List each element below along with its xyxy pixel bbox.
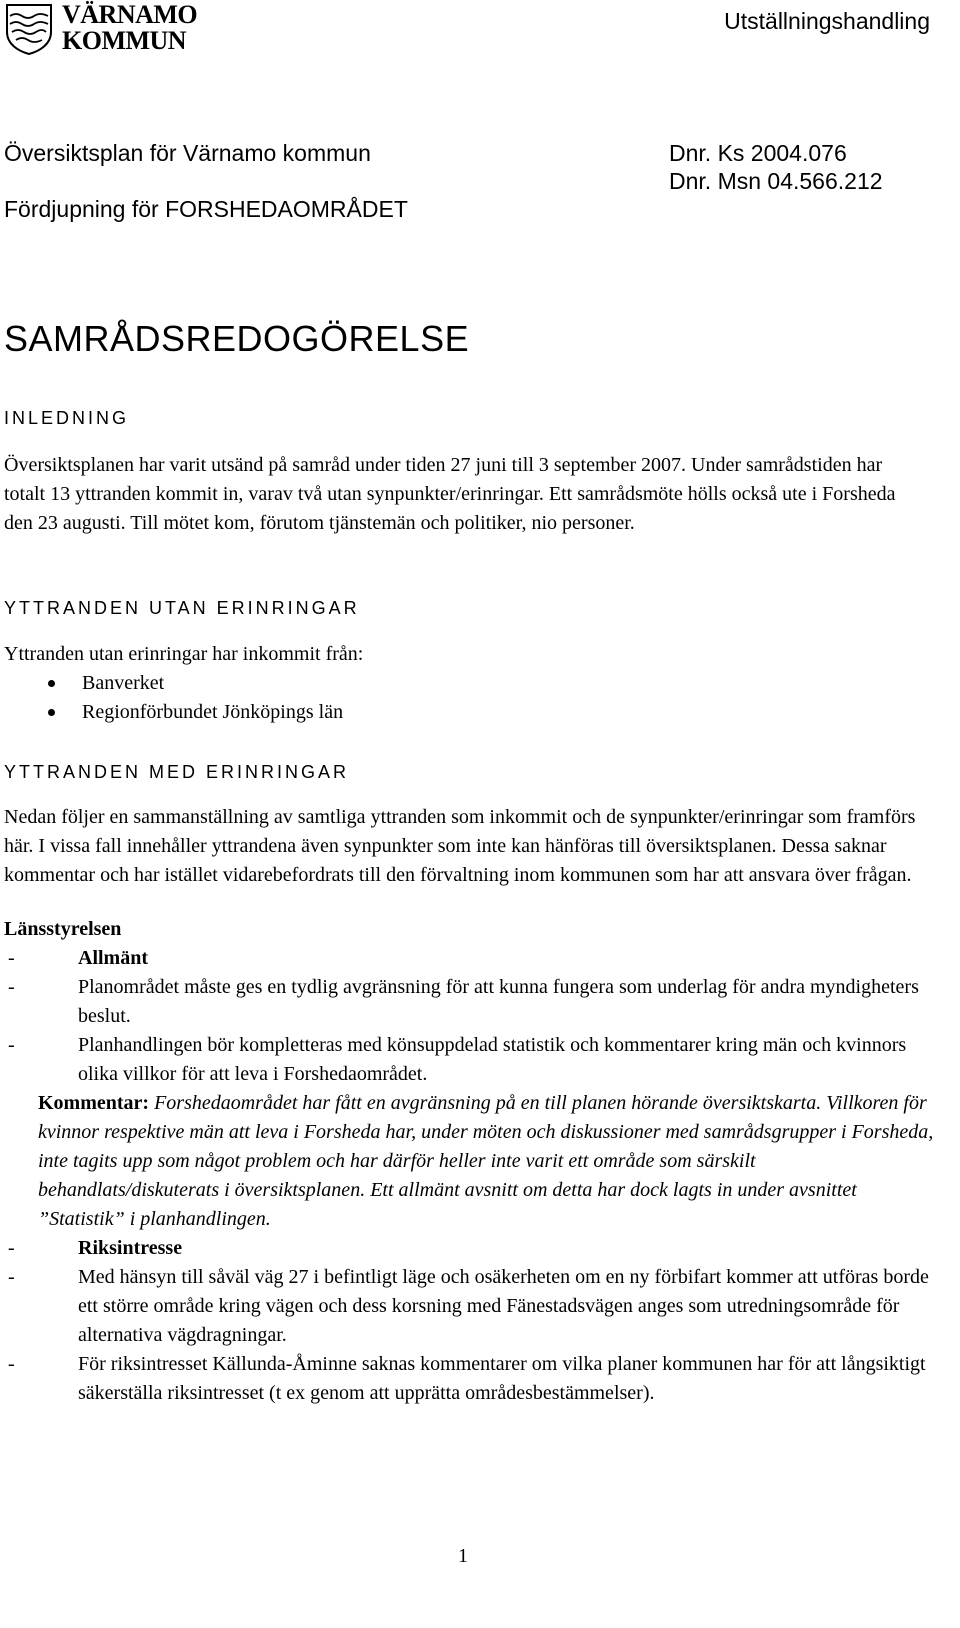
lansstyrelsen-heading: Länsstyrelsen [4, 918, 122, 940]
list-item [4, 698, 363, 727]
no-objections-block [4, 640, 363, 727]
dash-marker: - [8, 1353, 15, 1375]
subheading-allmant: Allmänt [78, 947, 148, 969]
dash-marker: - [8, 976, 15, 998]
comment-text: Forshedaområdet har fått en avgränsning på en till planen hörande översiktskarta. Villkoren för kvinnor respektive män att leva i Forsheda har, under möten och diskussioner med samrådsgrupper i Forsheda, inte tagits upp som något problem och har därför heller inte varit ett område som särskilt behandlats/diskuterats i översiktsplanen. Ett allmänt avsnitt om detta har dock lagts in under avsnittet ”Statistik” i planhandlingen. [38, 1092, 934, 1230]
bullet-icon [48, 680, 55, 687]
list-item-text: Banverket [82, 672, 165, 694]
list-item-text: Regionförbundet Jönköpings län [82, 701, 344, 723]
document-type: Utställningshandling [724, 8, 930, 34]
logo-wordmark [62, 2, 197, 54]
intro-paragraph: Översiktsplanen har varit utsänd på samråd under tiden 27 juni till 3 september 2007. Under samrådstiden har totalt 13 yttranden kommit in, varav två utan synpunkter/erinringar. Ett samrådsmöte hölls också ute i Forsheda den 23 augusti. Till mötet kom, förutom tjänstemän och politiker, nio personer. [4, 454, 896, 534]
page-title: SAMRÅDSREDOGÖRELSE [4, 318, 470, 359]
coat-of-arms-icon [4, 2, 54, 56]
bullet-icon [48, 709, 55, 716]
subheading-riksintresse: Riksintresse [78, 1237, 183, 1259]
dash-marker: - [8, 947, 15, 969]
comment-label: Kommentar: [38, 1092, 150, 1114]
dash-marker: - [8, 1034, 15, 1056]
list-item [4, 1031, 934, 1089]
point-text: Planhandlingen bör kompletteras med könsuppdelad statistik och kommentarer kring män och kvinnors olika villkor för att leva i Forshedaområdet. [78, 1034, 907, 1085]
section-heading-no-objections: YTTRANDEN UTAN ERINRINGAR [4, 598, 360, 618]
logo-line-2: KOMMUN [62, 26, 187, 55]
section-heading-intro: INLEDNING [4, 408, 130, 428]
dash-marker: - [8, 1237, 15, 1259]
no-objections-lead-row [4, 640, 363, 669]
plan-subtitle: Fördjupning för FORSHEDAOMRÅDET [4, 196, 408, 222]
dnr-msn: Dnr. Msn 04.566.212 [669, 168, 883, 194]
no-objections-lead: Yttranden utan erinringar har inkommit från: [4, 643, 364, 665]
list-item [4, 1234, 934, 1263]
list-item [4, 669, 363, 698]
list-item [4, 973, 934, 1031]
point-text: För riksintresset Källunda-Åminne saknas kommentarer om vilka planer kommunen har för att långsiktigt säkerställa riksintresset (t ex genom att upprätta områdesbestämmelser). [78, 1353, 926, 1404]
list-item [4, 1263, 934, 1350]
lansstyrelsen-block [4, 915, 934, 1408]
municipality-logo [4, 2, 214, 58]
list-item [4, 1350, 934, 1408]
page-number: 1 [458, 1545, 468, 1567]
section-heading-with-objections: YTTRANDEN MED ERINRINGAR [4, 762, 350, 782]
plan-title: Översiktsplan för Värnamo kommun [4, 140, 371, 166]
dnr-ks: Dnr. Ks 2004.076 [669, 140, 847, 166]
with-objections-paragraph: Nedan följer en sammanställning av samtliga yttranden som inkommit och de synpunkter/erinringar som framförs här. I vissa fall innehåller yttrandena även synpunkter som inte kan hänföras till översiktsplanen. Dessa saknar kommentar och har istället vidarebefordrats till den förvaltning inom kommunen som har att ansvara över frågan. [4, 806, 916, 886]
dash-marker: - [8, 1266, 15, 1288]
comment-block [4, 1089, 934, 1234]
list-item [4, 944, 934, 973]
point-text: Med hänsyn till såväl väg 27 i befintligt läge och osäkerheten om en ny förbifart kommer att utföras borde ett större område kring vägen och dess korsning med Fänestadsvägen anges som utredningsområde för alternativa vägdragningar. [78, 1266, 929, 1346]
point-text: Planområdet måste ges en tydlig avgränsning för att kunna fungera som underlag för andra myndigheters beslut. [78, 976, 919, 1027]
logo-line-1: VÄRNAMO [62, 0, 198, 29]
